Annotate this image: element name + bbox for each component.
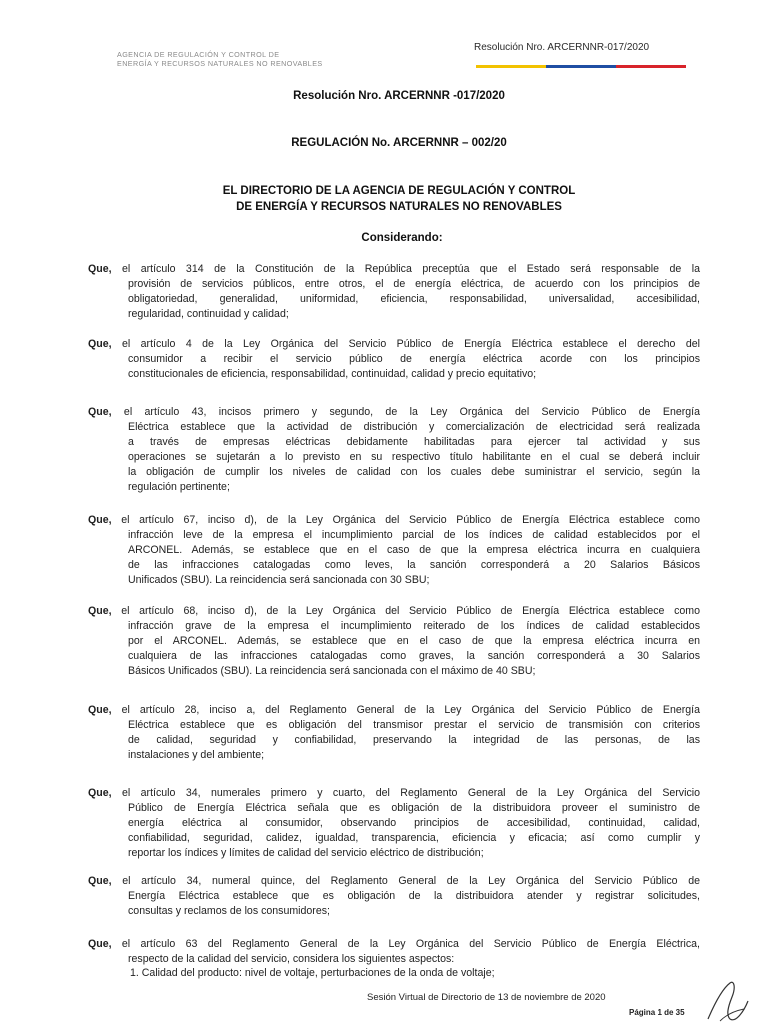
clause-line	[128, 718, 700, 733]
clause-text: el artículo 4 de la Ley Orgánica del Servicio Público de Energía Eléctrica establece el derecho del	[121, 338, 700, 350]
clause-text: constitucionales de eficiencia, responsabilidad, continuidad, calidad y precio equitativo;	[128, 368, 537, 380]
clause-text: confiabilidad, seguridad, calidez, igualdad, transparencia, eficiencia y eficacia; así como cumplir y	[128, 832, 700, 844]
clause-text: la obligación de cumplir los niveles de calidad con los cuales debe suministrar el servicio, según la	[128, 466, 700, 478]
clause-line	[88, 337, 700, 352]
clause-text: regularidad, continuidad y calidad;	[128, 308, 289, 320]
clause-line	[128, 904, 700, 919]
que-label: Que,	[88, 406, 124, 418]
clause-text: el artículo 43, incisos primero y segundo, de la Ley Orgánica del Servicio Público de Energía	[123, 406, 700, 418]
clause-line	[128, 573, 700, 588]
clause-text: instalaciones y del ambiente;	[128, 749, 265, 761]
clause-text: Público de Energía Eléctrica señala que es obligación de la distribuidora proveer el suministro de	[128, 802, 700, 814]
clause-text: el artículo 28, inciso a, del Reglamento General de la Ley Orgánica del Servicio Público de Energía	[121, 704, 700, 716]
clause-1	[88, 262, 700, 322]
clause-line	[88, 937, 700, 952]
list-item-calidad-producto: 1. Calidad del producto: nivel de voltaje, perturbaciones de la onda de voltaje;	[130, 967, 495, 979]
clause-line	[88, 604, 700, 619]
clause-text: por el ARCONEL. Además, se establece que en el caso de que la empresa eléctrica incurra en	[128, 635, 700, 647]
resolution-title: Resolución Nro. ARCERNNR -017/2020	[293, 90, 505, 102]
clause-text: operaciones se sujetarán a lo previsto en su respectivo título habilitante en el cual se deberá incluir	[128, 451, 700, 463]
clause-5	[88, 604, 700, 679]
agency-line-2: ENERGÍA Y RECURSOS NATURALES NO RENOVABLES	[117, 59, 323, 68]
clause-text: el artículo 34, numeral quince, del Reglamento General de la Ley Orgánica del Servicio Público de	[122, 875, 700, 887]
clause-text: el artículo 67, inciso d), de la Ley Orgánica del Servicio Público de Energía Eléctrica establece como	[121, 514, 700, 526]
clause-8	[88, 874, 700, 919]
clause-text: regulación pertinente;	[128, 481, 230, 493]
clause-text: de calidad, seguridad y confiabilidad, preservando la integridad de las personas, de las	[128, 734, 700, 746]
regulation-title: REGULACIÓN No. ARCERNNR – 002/20	[291, 137, 507, 149]
clause-line	[128, 664, 700, 679]
clause-line	[128, 558, 700, 573]
clause-line	[128, 528, 700, 543]
clause-text: obligatoriedad, generalidad, uniformidad, eficiencia, responsabilidad, universalidad, accesibilidad,	[128, 293, 700, 305]
clause-text: de las infracciones catalogadas como leves, la sanción corresponderá a 20 Salarios Básicos	[128, 559, 700, 571]
agency-logo-text	[117, 50, 323, 68]
header-color-bar	[476, 65, 686, 68]
clause-line	[88, 874, 700, 889]
clause-line	[128, 450, 700, 465]
clause-text: el artículo 68, inciso d), de la Ley Orgánica del Servicio Público de Energía Eléctrica establece como	[121, 605, 700, 617]
clause-line	[128, 952, 700, 967]
clause-line	[128, 307, 700, 322]
considerando-heading: Considerando:	[361, 232, 443, 244]
clause-text: consultas y reclamos de los consumidores;	[128, 905, 330, 917]
clause-text: energía eléctrica al consumidor, observando principios de accesibilidad, continuidad, calidad,	[128, 817, 700, 829]
clause-line	[128, 292, 700, 307]
que-label: Que,	[88, 875, 123, 887]
clause-line	[88, 262, 700, 277]
clause-text: Eléctrica establece que la actividad de distribución y comercialización de electricidad será realizada	[128, 421, 700, 433]
page-number: Página 1 de 35	[629, 1008, 685, 1017]
que-label: Que,	[88, 938, 122, 950]
color-bar-yellow	[476, 65, 546, 68]
clause-line	[128, 367, 700, 382]
clause-text: infracción leve de la empresa el incumplimiento parcial de los índices de calidad establecidos por el	[128, 529, 700, 541]
clause-text: el artículo 314 de la Constitución de la República preceptúa que el Estado será responsable de la	[122, 263, 700, 275]
directorio-line-1: EL DIRECTORIO DE LA AGENCIA DE REGULACIÓN Y CONTROL	[222, 185, 576, 197]
clause-text: infracción grave de la empresa el incumplimiento reiterado de los índices de calidad establecidos	[128, 620, 700, 632]
clause-line	[128, 733, 700, 748]
clause-text: respecto de la calidad del servicio, considera los siguientes aspectos:	[128, 953, 455, 965]
clause-4	[88, 513, 700, 588]
clause-line	[128, 816, 700, 831]
clause-line	[128, 748, 700, 763]
footer-session: Sesión Virtual de Directorio de 13 de noviembre de 2020	[367, 992, 606, 1003]
clause-text: el artículo 63 del Reglamento General de la Ley Orgánica del Servicio Público de Energía Eléctrica,	[121, 938, 700, 950]
que-label: Que,	[88, 605, 122, 617]
clause-9	[88, 937, 700, 967]
clause-line	[128, 649, 700, 664]
clause-line	[128, 420, 700, 435]
clause-line	[128, 801, 700, 816]
clause-text: reportar los índices y límites de calidad del servicio eléctrico de distribución;	[128, 847, 484, 859]
clause-text: Eléctrica establece que es obligación del transmisor prestar el servicio de transmisión con criterios	[128, 719, 700, 731]
clause-text: Unificados (SBU). La reincidencia será sancionada con 30 SBU;	[128, 574, 430, 586]
clause-text: Básicos Unificados (SBU). La reincidencia será sancionada con el máximo de 40 SBU;	[128, 665, 536, 677]
clause-line	[128, 352, 700, 367]
clause-line	[128, 465, 700, 480]
que-label: Que,	[88, 338, 122, 350]
clause-line	[128, 846, 700, 861]
clause-text: ARCONEL. Además, se establece que en el caso de que la empresa eléctrica incurra en cualquiera	[128, 544, 700, 556]
clause-3	[88, 405, 700, 495]
signature-mark	[700, 975, 760, 1025]
clause-line	[88, 513, 700, 528]
clause-text: consumidor a recibir el servicio público de energía eléctrica acorde con los principios	[128, 353, 700, 365]
clause-6	[88, 703, 700, 763]
clause-line	[128, 831, 700, 846]
agency-line-1: AGENCIA DE REGULACIÓN Y CONTROL DE	[117, 50, 280, 59]
clause-text: el artículo 34, numerales primero y cuarto, del Reglamento General de la Ley Orgánica del Servicio	[121, 787, 700, 799]
header-reference: Resolución Nro. ARCERNNR-017/2020	[474, 42, 650, 53]
clause-line	[128, 889, 700, 904]
clause-text: Energía Eléctrica establece que es obligación de la distribuidora atender y registrar solicitudes,	[128, 890, 700, 902]
color-bar-red	[616, 65, 686, 68]
clause-text: cualquiera de las infracciones catalogadas como graves, la sanción corresponderá a 30 Salarios	[128, 650, 700, 662]
clause-2	[88, 337, 700, 382]
clause-line	[128, 480, 700, 495]
clause-text: a través de empresas eléctricas debidamente habilitadas para ejercer tal actividad y sus	[128, 436, 700, 448]
clause-line	[128, 277, 700, 292]
directorio-line-2: DE ENERGÍA Y RECURSOS NATURALES NO RENOVABLES	[236, 201, 562, 213]
clause-line	[128, 619, 700, 634]
clause-line	[128, 435, 700, 450]
que-label: Que,	[88, 787, 122, 799]
clause-line	[88, 786, 700, 801]
que-label: Que,	[88, 263, 123, 275]
que-label: Que,	[88, 514, 122, 526]
clause-line	[128, 543, 700, 558]
directorio-heading	[15, 183, 768, 215]
clause-line	[88, 703, 700, 718]
clause-line	[88, 405, 700, 420]
que-label: Que,	[88, 704, 122, 716]
clause-7	[88, 786, 700, 861]
clause-line	[128, 634, 700, 649]
color-bar-blue	[546, 65, 616, 68]
clause-text: provisión de servicios públicos, entre otros, el de energía eléctrica, de acuerdo con los principios de	[128, 278, 700, 290]
